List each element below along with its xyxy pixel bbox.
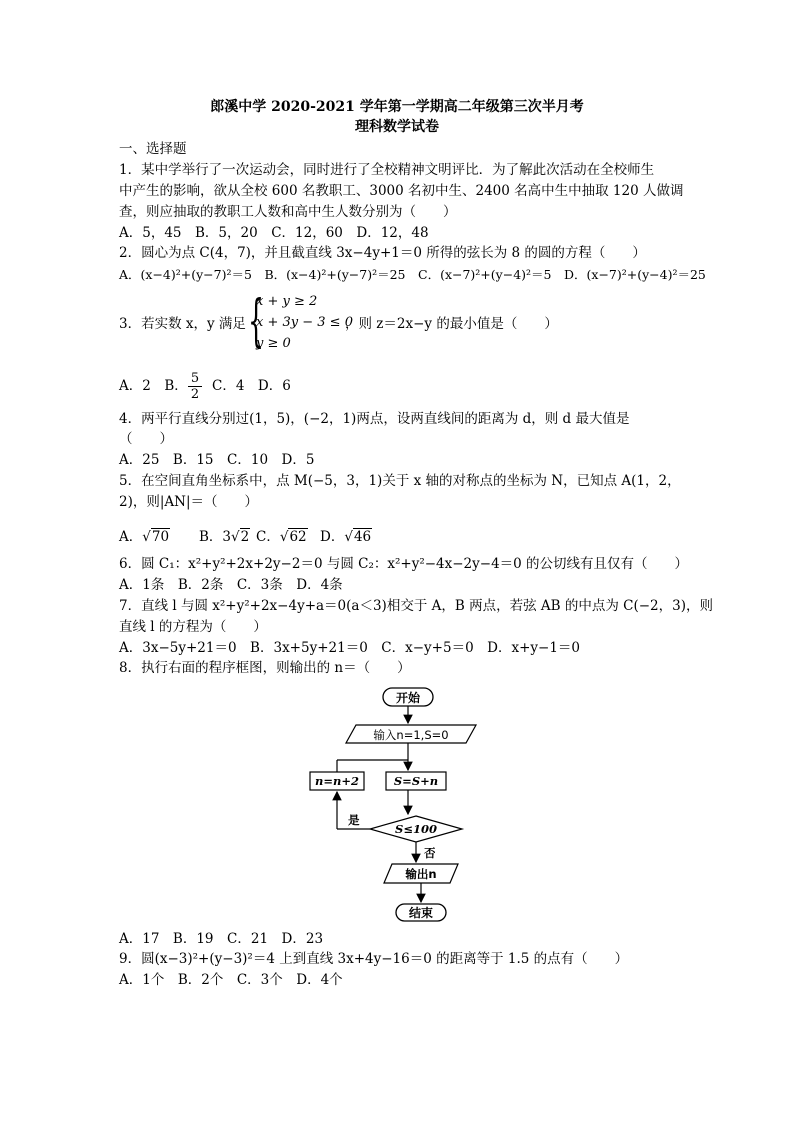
q6-stem: 6．圆 C₁：x²+y²+2x+2y−2＝0 与圆 C₂：x²+y²−4x−2y−4＝0 的公切线有且仅有（ ） bbox=[119, 556, 689, 572]
flow-input-label: 输入n=1,S=0 bbox=[373, 728, 449, 742]
q5-line1: 5．在空间直角坐标系中，点 M(−5，3，1)关于 x 轴的对称点的坐标为 N，已知点 A(1，2， bbox=[119, 473, 681, 489]
q5-opt-b-label: B．3 bbox=[199, 529, 232, 545]
q4-options: A．25 B．15 C．10 D．5 bbox=[119, 452, 315, 468]
q5-option-d: D．√46 bbox=[320, 529, 372, 545]
q7-options: A．3x−5y+21＝0 B．3x+5y+21＝0 C．x−y+5＝0 D．x+y−1＝0 bbox=[119, 640, 581, 656]
q9-stem: 9．圆(x−3)²+(y−3)²＝4 上到直线 3x+4y−16＝0 的距离等于 1.5 的点有（ ） bbox=[119, 951, 629, 967]
q1-line3: 查，则应抽取的教职工人数和高中生人数分别为（ ） bbox=[119, 204, 457, 220]
q1-line1: 1．某中学举行了一次运动会，同时进行了全校精神文明评比．为了解此次活动在全校师生 bbox=[119, 162, 655, 178]
q5-opt-b-radicand: 2 bbox=[240, 529, 250, 545]
brace-icon: { bbox=[248, 289, 265, 354]
q7-line1: 7．直线 l 与圆 x²+y²+2x−4y+a＝0(a＜3)相交于 A，B 两点，若弦 AB 的中点为 C(−2，3)，则 bbox=[119, 598, 713, 614]
q5-option-a: A．√70 bbox=[119, 529, 170, 545]
q3-options-rest: C．4 D．6 bbox=[212, 378, 291, 394]
q3-prefix: 3．若实数 x，y 满足 bbox=[119, 316, 246, 332]
q2-stem: 2．圆心为点 C(4，7)，并且截直线 3x−4y+1＝0 所得的弦长为 8 的圆的方程（ ） bbox=[119, 245, 646, 261]
q3-suffix: ，则 z＝2x−y 的最小值是（ ） bbox=[345, 316, 558, 332]
q3-sys-row1: x + y ≥ 2 bbox=[256, 294, 318, 309]
q4-line2: （ ） bbox=[119, 431, 173, 447]
exam-subtitle: 理科数学试卷 bbox=[355, 119, 439, 135]
exam-title: 郎溪中学 2020-2021 学年第一学期高二年级第三次半月考 bbox=[210, 99, 584, 115]
program-flowchart bbox=[300, 686, 480, 926]
q3-sys-row2: x + 3y − 3 ≤ 0 bbox=[256, 315, 353, 330]
flow-update-s-label: S=S+n bbox=[393, 774, 439, 788]
q5-option-c: C．√62 bbox=[256, 529, 307, 545]
q5-line2: 2)，则|AN|＝（ ） bbox=[119, 494, 259, 510]
flow-decision-label: S≤100 bbox=[395, 822, 437, 836]
q3-sys-row3: y ≥ 0 bbox=[256, 336, 291, 351]
q3-frac-den: 2 bbox=[190, 387, 200, 402]
section-heading: 一、选择题 bbox=[119, 141, 187, 157]
q3-fraction bbox=[188, 371, 202, 402]
flow-update-n-label: n=n+2 bbox=[315, 774, 359, 788]
q2-options: A．(x−4)²+(y−7)²＝5 B．(x−4)²+(y−7)²＝25 C．(x−7)²+(y−4)²＝5 D．(x−7)²+(y−4)²＝25 bbox=[119, 267, 706, 282]
q1-options: A．5，45 B．5，20 C．12，60 D．12，48 bbox=[119, 225, 429, 241]
q1-line2: 中产生的影响，欲从全校 600 名教职工、3000 名初中生、2400 名高中生中抽取 120 人做调 bbox=[119, 183, 684, 199]
flow-start-label: 开始 bbox=[395, 691, 421, 705]
q5-opt-d-label: D． bbox=[320, 529, 345, 545]
q5-opt-c-radicand: 62 bbox=[289, 529, 307, 545]
q4-line1: 4．两平行直线分别过(1，5)，(−2，1)两点，设两直线间的距离为 d，则 d 最大值是 bbox=[119, 411, 630, 427]
flow-yes-label: 是 bbox=[348, 813, 360, 827]
q5-opt-a-label: A． bbox=[119, 529, 143, 545]
q5-opt-d-radicand: 46 bbox=[353, 529, 372, 545]
q5-opt-a-radicand: 70 bbox=[151, 529, 170, 545]
flow-end-label: 结束 bbox=[408, 906, 434, 920]
q7-line2: 直线 l 的方程为（ ） bbox=[119, 619, 267, 635]
q8-stem: 8．执行右面的程序框图，则输出的 n＝（ ） bbox=[119, 660, 411, 676]
q9-options: A．1个 B．2个 C．3个 D．4个 bbox=[119, 972, 343, 988]
q3-inequality-system bbox=[248, 289, 358, 355]
flow-no-label: 否 bbox=[424, 846, 436, 860]
q3-frac-num: 5 bbox=[190, 371, 200, 386]
q5-opt-c-label: C． bbox=[256, 529, 280, 545]
q6-options: A．1条 B．2条 C．3条 D．4条 bbox=[119, 577, 343, 593]
q8-options: A．17 B．19 C．21 D．23 bbox=[119, 931, 324, 947]
q5-option-b: B．3√2 bbox=[199, 529, 250, 545]
q3-option-a: A．2 B． bbox=[119, 378, 188, 394]
flow-output-label: 输出n bbox=[405, 867, 437, 881]
